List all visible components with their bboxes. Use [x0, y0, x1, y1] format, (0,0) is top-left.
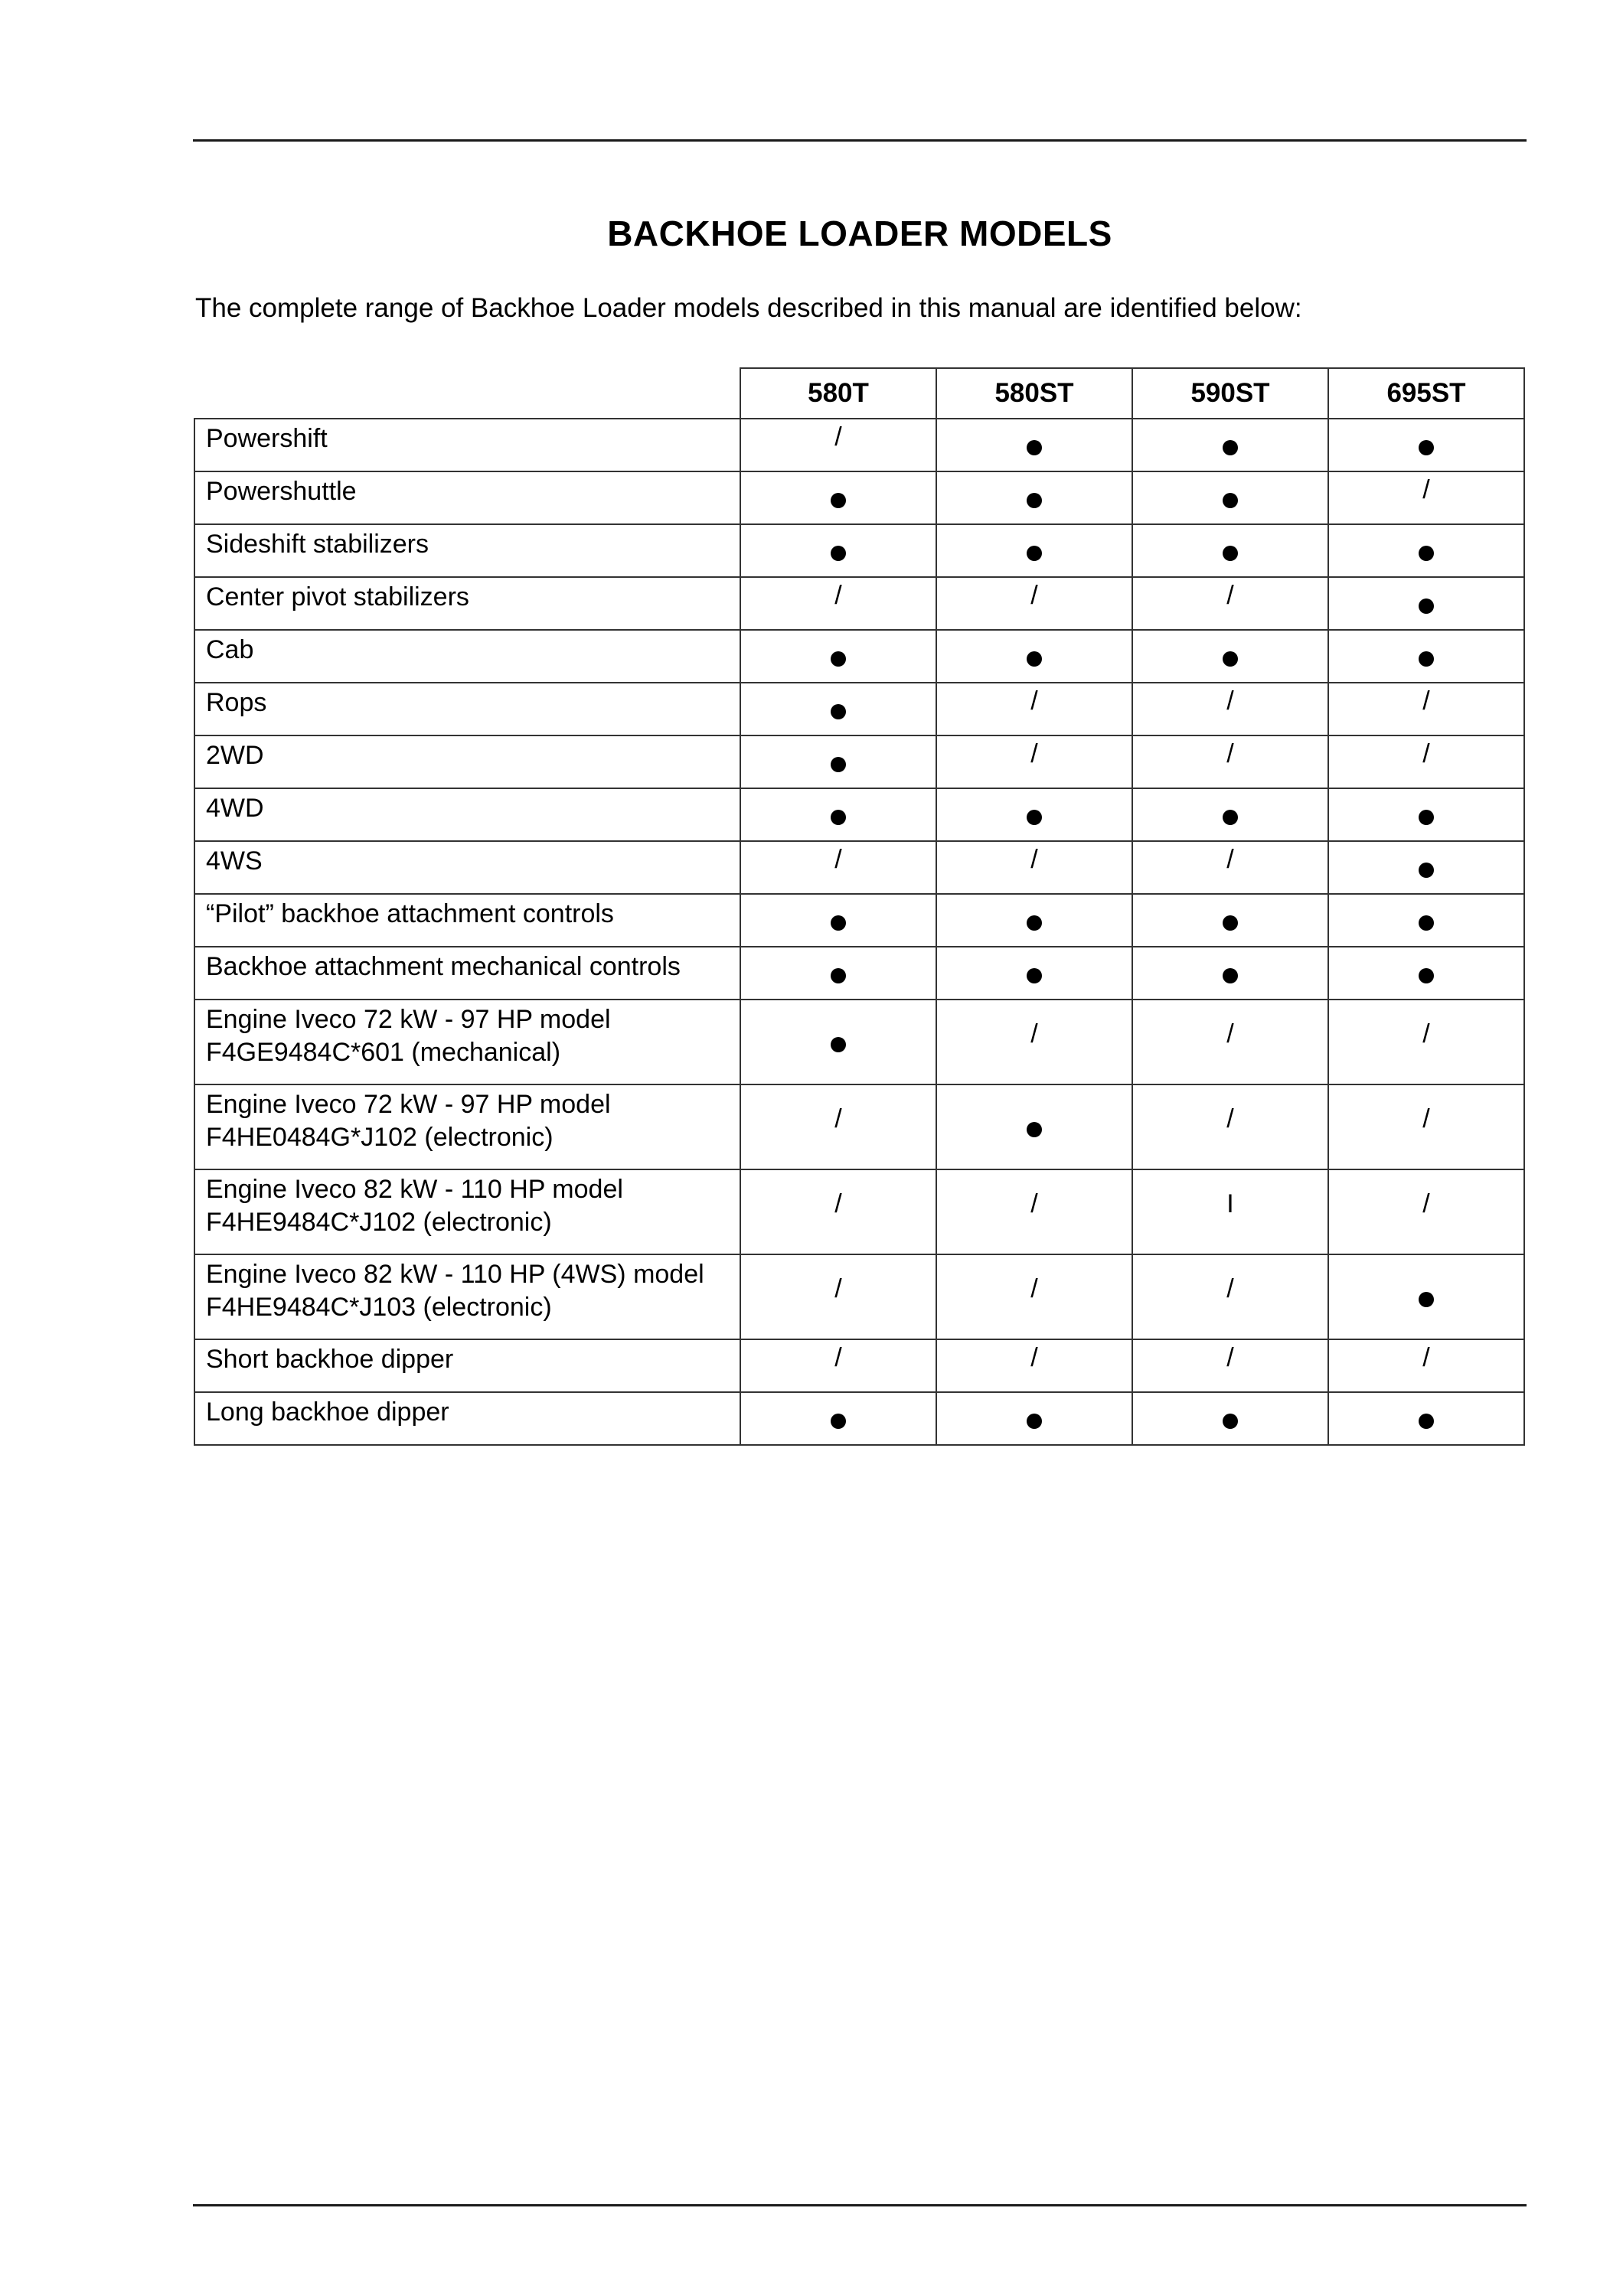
- not-available-mark: /: [1422, 1019, 1430, 1049]
- availability-cell: [1328, 419, 1524, 471]
- table-row: [194, 841, 1524, 894]
- availability-cell: [936, 683, 1132, 735]
- feature-cell: 4WS: [194, 841, 740, 894]
- available-dot-icon: [1419, 810, 1434, 825]
- availability-cell: [936, 947, 1132, 1000]
- not-available-mark: /: [1422, 1343, 1430, 1372]
- bottom-rule: [193, 2204, 1527, 2206]
- available-dot-icon: [831, 546, 846, 561]
- not-available-mark: /: [1422, 475, 1430, 504]
- availability-cell: [1132, 1000, 1328, 1084]
- availability-cell: [740, 1254, 936, 1339]
- table-header-row: [194, 368, 1524, 419]
- availability-cell: [740, 683, 936, 735]
- availability-cell: [936, 841, 1132, 894]
- available-dot-icon: [1223, 651, 1238, 667]
- available-dot-icon: [1223, 968, 1238, 983]
- available-dot-icon: [831, 1037, 846, 1052]
- availability-cell: [1132, 1339, 1328, 1392]
- not-available-mark: /: [834, 1274, 842, 1303]
- not-available-mark: /: [1226, 687, 1234, 716]
- not-available-mark: /: [1030, 1189, 1038, 1218]
- availability-cell: [1328, 894, 1524, 947]
- table-row: [194, 683, 1524, 735]
- not-available-mark: /: [1226, 845, 1234, 874]
- not-available-mark: /: [1030, 1343, 1038, 1372]
- feature-cell: Rops: [194, 683, 740, 735]
- availability-cell: [740, 1000, 936, 1084]
- table-row: [194, 1339, 1524, 1392]
- available-dot-icon: [1419, 915, 1434, 931]
- availability-cell: [1132, 524, 1328, 577]
- availability-cell: [1328, 630, 1524, 683]
- availability-cell: [1132, 630, 1328, 683]
- available-dot-icon: [831, 757, 846, 772]
- availability-cell: [936, 1392, 1132, 1445]
- availability-cell: [740, 1084, 936, 1169]
- availability-cell: [1132, 419, 1328, 471]
- available-dot-icon: [1027, 651, 1042, 667]
- availability-cell: [1328, 1254, 1524, 1339]
- available-dot-icon: [1419, 546, 1434, 561]
- available-dot-icon: [1419, 968, 1434, 983]
- availability-cell: [1132, 471, 1328, 524]
- available-dot-icon: [1419, 863, 1434, 878]
- available-dot-icon: [1419, 1414, 1434, 1429]
- not-available-mark: /: [1226, 581, 1234, 610]
- header-blank-cell: [194, 368, 740, 419]
- availability-cell: [740, 471, 936, 524]
- feature-cell: Engine Iveco 82 kW - 110 HP model F4HE9484C*J102 (electronic): [194, 1169, 740, 1254]
- available-dot-icon: [831, 810, 846, 825]
- feature-cell: Powershuttle: [194, 471, 740, 524]
- table-row: [194, 788, 1524, 841]
- not-available-mark: /: [834, 1343, 842, 1372]
- available-dot-icon: [1419, 651, 1434, 667]
- feature-cell: Center pivot stabilizers: [194, 577, 740, 630]
- table-row: [194, 1254, 1524, 1339]
- not-available-mark: /: [834, 581, 842, 610]
- available-dot-icon: [1419, 598, 1434, 614]
- availability-cell: [740, 894, 936, 947]
- not-available-mark: /: [834, 1104, 842, 1133]
- feature-cell: Engine Iveco 82 kW - 110 HP (4WS) model F4HE9484C*J103 (electronic): [194, 1254, 740, 1339]
- feature-cell: Cab: [194, 630, 740, 683]
- availability-cell: [1328, 1392, 1524, 1445]
- availability-cell: [1132, 1169, 1328, 1254]
- not-available-mark: /: [1226, 1343, 1234, 1372]
- available-dot-icon: [831, 704, 846, 719]
- not-available-mark: /: [1226, 1019, 1234, 1049]
- availability-cell: [936, 1254, 1132, 1339]
- availability-cell: [1328, 841, 1524, 894]
- column-header: 580ST: [936, 368, 1132, 419]
- table-row: [194, 735, 1524, 788]
- available-dot-icon: [1027, 546, 1042, 561]
- not-available-mark: /: [1030, 687, 1038, 716]
- not-available-mark: /: [1422, 1189, 1430, 1218]
- available-dot-icon: [1419, 440, 1434, 455]
- feature-cell: Sideshift stabilizers: [194, 524, 740, 577]
- availability-cell: [1328, 1339, 1524, 1392]
- availability-cell: [936, 894, 1132, 947]
- table-row: [194, 419, 1524, 471]
- table-row: [194, 1169, 1524, 1254]
- feature-cell: 2WD: [194, 735, 740, 788]
- availability-cell: [1132, 1254, 1328, 1339]
- not-available-mark: /: [1030, 1019, 1038, 1049]
- availability-cell: [740, 947, 936, 1000]
- availability-cell: [740, 788, 936, 841]
- available-dot-icon: [1027, 968, 1042, 983]
- available-dot-icon: [1027, 440, 1042, 455]
- availability-cell: [740, 1169, 936, 1254]
- availability-cell: [936, 788, 1132, 841]
- available-dot-icon: [1027, 1414, 1042, 1429]
- available-dot-icon: [1223, 810, 1238, 825]
- availability-cell: [1328, 735, 1524, 788]
- availability-cell: [1328, 577, 1524, 630]
- availability-cell: [740, 735, 936, 788]
- available-dot-icon: [831, 493, 846, 508]
- availability-cell: [1132, 841, 1328, 894]
- intro-text: The complete range of Backhoe Loader models described in this manual are identified below:: [195, 293, 1302, 323]
- availability-cell: [1132, 788, 1328, 841]
- not-available-mark: /: [1030, 581, 1038, 610]
- table-row: [194, 630, 1524, 683]
- availability-cell: [1328, 947, 1524, 1000]
- availability-cell: [936, 471, 1132, 524]
- availability-cell: [1328, 1084, 1524, 1169]
- available-dot-icon: [1419, 1292, 1434, 1307]
- available-dot-icon: [831, 915, 846, 931]
- not-available-mark: /: [834, 845, 842, 874]
- availability-cell: [740, 419, 936, 471]
- availability-cell: [740, 841, 936, 894]
- available-dot-icon: [1027, 810, 1042, 825]
- table-row: [194, 1084, 1524, 1169]
- availability-cell: [1328, 1169, 1524, 1254]
- table-row: [194, 947, 1524, 1000]
- feature-cell: Powershift: [194, 419, 740, 471]
- availability-cell: [1132, 1392, 1328, 1445]
- availability-cell: [936, 524, 1132, 577]
- available-dot-icon: [1223, 440, 1238, 455]
- availability-cell: [1328, 471, 1524, 524]
- not-available-mark: /: [834, 422, 842, 452]
- not-available-mark: /: [834, 1189, 842, 1218]
- availability-cell: [936, 735, 1132, 788]
- availability-cell: [936, 1000, 1132, 1084]
- not-available-mark: /: [1226, 739, 1234, 768]
- not-available-mark: /: [1226, 1104, 1234, 1133]
- not-available-mark: /: [1422, 1104, 1430, 1133]
- availability-cell: [936, 1339, 1132, 1392]
- available-dot-icon: [1223, 915, 1238, 931]
- column-header: 695ST: [1328, 368, 1524, 419]
- available-dot-icon: [831, 1414, 846, 1429]
- page-title: BACKHOE LOADER MODELS: [607, 214, 1112, 253]
- table-row: [194, 471, 1524, 524]
- availability-cell: [740, 1339, 936, 1392]
- table-body: [194, 419, 1524, 1445]
- available-dot-icon: [1223, 1414, 1238, 1429]
- availability-cell: [740, 630, 936, 683]
- column-header: 590ST: [1132, 368, 1328, 419]
- availability-cell: [740, 524, 936, 577]
- feature-cell: Short backhoe dipper: [194, 1339, 740, 1392]
- feature-cell: Long backhoe dipper: [194, 1392, 740, 1445]
- available-dot-icon: [831, 651, 846, 667]
- not-available-mark: /: [1422, 687, 1430, 716]
- availability-cell: [740, 1392, 936, 1445]
- not-available-mark: /: [1422, 739, 1430, 768]
- feature-cell: “Pilot” backhoe attachment controls: [194, 894, 740, 947]
- availability-cell: [1132, 683, 1328, 735]
- availability-cell: [1132, 735, 1328, 788]
- not-available-mark: /: [1226, 1274, 1234, 1303]
- available-dot-icon: [1027, 915, 1042, 931]
- availability-cell: [1132, 947, 1328, 1000]
- available-dot-icon: [1027, 493, 1042, 508]
- table-row: [194, 1000, 1524, 1084]
- available-dot-icon: [831, 968, 846, 983]
- column-header: 580T: [740, 368, 936, 419]
- not-available-mark: /: [1030, 845, 1038, 874]
- feature-cell: Engine Iveco 72 kW - 97 HP model F4GE9484C*601 (mechanical): [194, 1000, 740, 1084]
- availability-cell: [740, 577, 936, 630]
- available-dot-icon: [1027, 1122, 1042, 1137]
- not-available-mark: /: [1030, 739, 1038, 768]
- availability-cell: [936, 419, 1132, 471]
- availability-cell: [1132, 1084, 1328, 1169]
- availability-cell: [1328, 1000, 1524, 1084]
- table-row: [194, 894, 1524, 947]
- table-row: [194, 1392, 1524, 1445]
- availability-cell: [1132, 577, 1328, 630]
- table-row: [194, 524, 1524, 577]
- table-row: [194, 577, 1524, 630]
- available-dot-icon: [1223, 493, 1238, 508]
- models-table: [194, 367, 1525, 1446]
- availability-cell: [936, 577, 1132, 630]
- available-dot-icon: [1223, 546, 1238, 561]
- not-available-mark: /: [1030, 1274, 1038, 1303]
- availability-cell: [1328, 524, 1524, 577]
- feature-cell: Backhoe attachment mechanical controls: [194, 947, 740, 1000]
- availability-cell: [1328, 788, 1524, 841]
- top-rule: [193, 139, 1527, 142]
- availability-cell: [1132, 894, 1328, 947]
- availability-cell: [936, 1084, 1132, 1169]
- feature-cell: 4WD: [194, 788, 740, 841]
- not-available-mark: I: [1226, 1189, 1234, 1218]
- availability-cell: [936, 1169, 1132, 1254]
- availability-cell: [936, 630, 1132, 683]
- availability-cell: [1328, 683, 1524, 735]
- feature-cell: Engine Iveco 72 kW - 97 HP model F4HE0484G*J102 (electronic): [194, 1084, 740, 1169]
